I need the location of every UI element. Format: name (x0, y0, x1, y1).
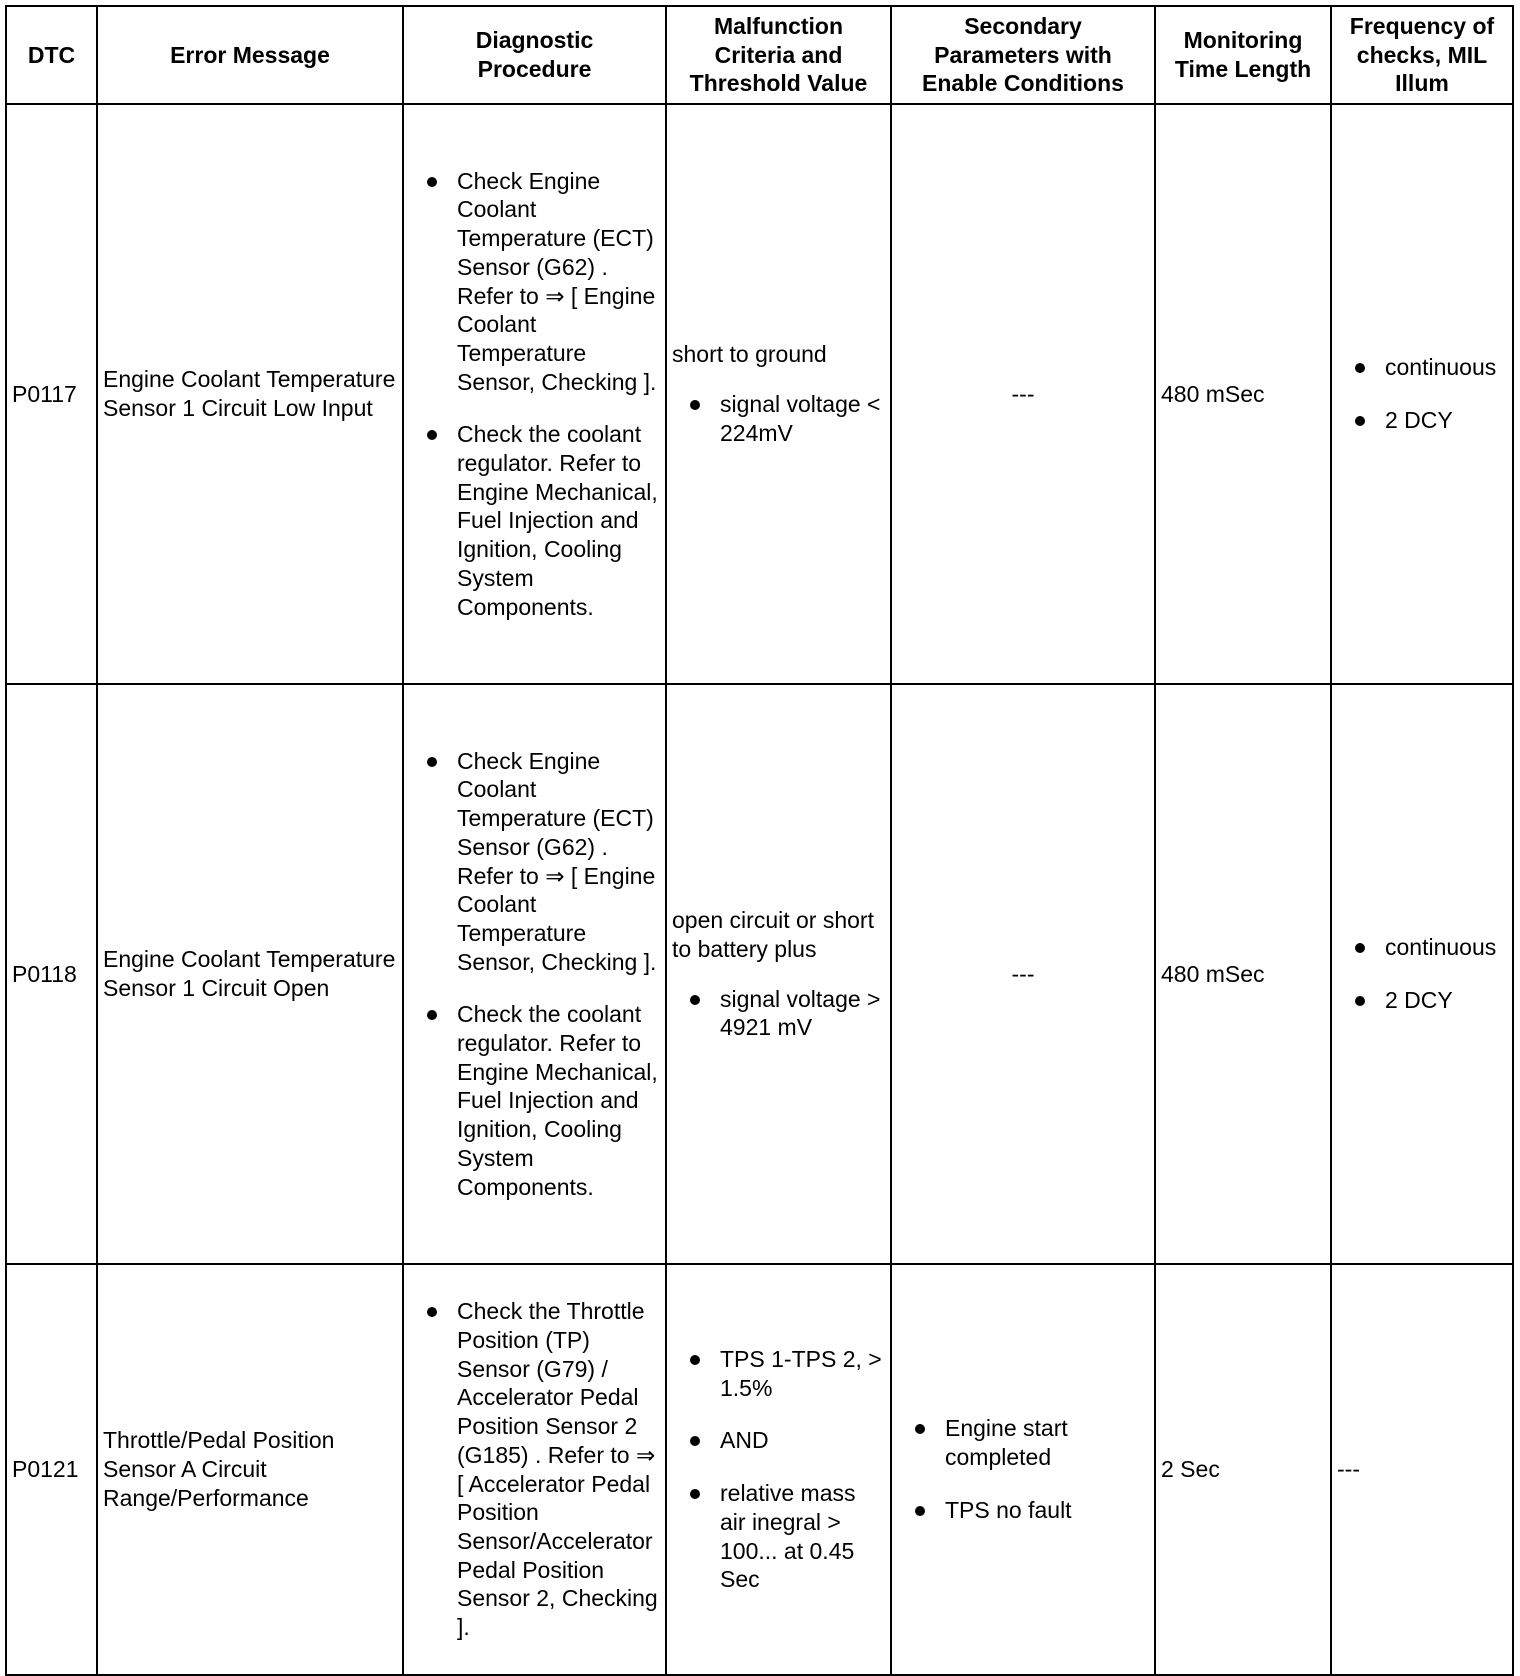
criteria-text: short to ground (672, 341, 827, 368)
procedure-step-list (409, 747, 660, 1202)
table-row (6, 684, 1513, 1264)
criteria-item-list (672, 1345, 885, 1594)
procedure-step: Check Engine Coolant Temperature (ECT) Sensor (G62) . Refer to ⇒ [ Engine Coolant Temperature Sensor, Checking ]. (409, 167, 660, 397)
frequency-item: continuous (1337, 353, 1507, 382)
header-diagnostic-procedure: Diagnostic Procedure (403, 6, 666, 104)
dtc-code: P0117 (6, 104, 97, 684)
error-message: Throttle/Pedal Position Sensor A Circuit Range/Performance (97, 1264, 403, 1675)
header-dtc: DTC (6, 6, 97, 104)
criteria-item: signal voltage > 4921 mV (672, 985, 885, 1042)
procedure-step: Check the coolant regulator. Refer to Engine Mechanical, Fuel Injection and Ignition, Cooling System Components. (409, 1000, 660, 1201)
header-monitoring-time: Monitoring Time Length (1155, 6, 1331, 104)
frequency-item-list (1337, 353, 1507, 434)
frequency-item-list (1337, 933, 1507, 1014)
malfunction-criteria (666, 684, 891, 1264)
secondary-text: --- (1011, 960, 1035, 987)
frequency-mil (1331, 684, 1513, 1264)
header-error-message: Error Message (97, 6, 403, 104)
secondary-parameters (891, 684, 1155, 1264)
secondary-item-list (897, 1414, 1149, 1524)
table-row (6, 104, 1513, 684)
criteria-item: relative mass air inegral > 100... at 0.45 Sec (672, 1479, 885, 1594)
procedure-step: Check the Throttle Position (TP) Sensor (G79) / Accelerator Pedal Position Sensor 2 (G185) . Refer to ⇒ [ Accelerator Pedal Position Sensor/Accelerator Pedal Position Sensor 2, Checking ]. (409, 1297, 660, 1641)
procedure-step-list (409, 1297, 660, 1641)
malfunction-criteria (666, 104, 891, 684)
malfunction-criteria (666, 1264, 891, 1675)
criteria-item-list (672, 985, 885, 1042)
criteria-text: open circuit or short to battery plus (672, 907, 874, 962)
secondary-text: --- (1011, 380, 1035, 407)
procedure-step: Check Engine Coolant Temperature (ECT) Sensor (G62) . Refer to ⇒ [ Engine Coolant Temperature Sensor, Checking ]. (409, 747, 660, 977)
criteria-item: signal voltage < 224mV (672, 390, 885, 447)
frequency-item: 2 DCY (1337, 986, 1507, 1015)
table-header (6, 6, 1513, 104)
secondary-parameters (891, 1264, 1155, 1675)
monitoring-time: 480 mSec (1155, 684, 1331, 1264)
diagnostic-procedure (403, 104, 666, 684)
procedure-step-list (409, 167, 660, 622)
frequency-mil (1331, 104, 1513, 684)
table-body (6, 104, 1513, 1675)
secondary-item: TPS no fault (897, 1496, 1149, 1525)
header-row (6, 6, 1513, 104)
dtc-code: P0121 (6, 1264, 97, 1675)
monitoring-time: 480 mSec (1155, 104, 1331, 684)
diagnostic-procedure (403, 1264, 666, 1675)
dtc-document (5, 5, 1514, 1676)
diagnostic-procedure (403, 684, 666, 1264)
secondary-item: Engine start completed (897, 1414, 1149, 1471)
frequency-text: --- (1337, 1456, 1360, 1483)
frequency-mil (1331, 1264, 1513, 1675)
error-message: Engine Coolant Temperature Sensor 1 Circuit Open (97, 684, 403, 1264)
criteria-item: AND (672, 1426, 885, 1455)
frequency-item: continuous (1337, 933, 1507, 962)
dtc-code: P0118 (6, 684, 97, 1264)
table-row (6, 1264, 1513, 1675)
secondary-parameters (891, 104, 1155, 684)
monitoring-time: 2 Sec (1155, 1264, 1331, 1675)
procedure-step: Check the coolant regulator. Refer to Engine Mechanical, Fuel Injection and Ignition, Cooling System Components. (409, 420, 660, 621)
header-secondary-parameters: Secondary Parameters with Enable Conditions (891, 6, 1155, 104)
frequency-item: 2 DCY (1337, 406, 1507, 435)
error-message: Engine Coolant Temperature Sensor 1 Circuit Low Input (97, 104, 403, 684)
header-frequency: Frequency of checks, MIL Illum (1331, 6, 1513, 104)
criteria-item: TPS 1-TPS 2, > 1.5% (672, 1345, 885, 1402)
header-malfunction-criteria: Malfunction Criteria and Threshold Value (666, 6, 891, 104)
criteria-item-list (672, 390, 885, 447)
dtc-table (5, 5, 1514, 1676)
